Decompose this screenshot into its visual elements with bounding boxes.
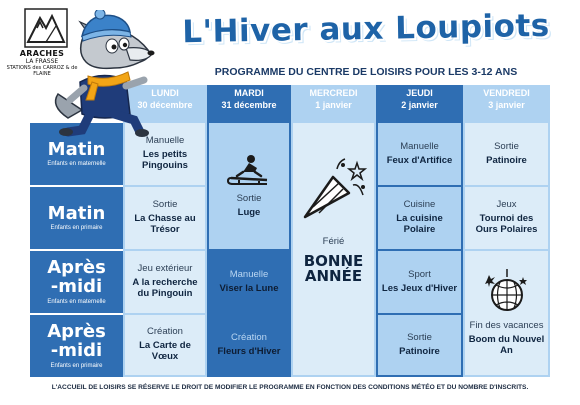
activity-title: BONNE ANNÉE	[303, 251, 364, 285]
activity-title: Patinoire	[486, 154, 527, 166]
day-name: MERCREDI	[309, 88, 358, 98]
activity-category: Férié	[322, 236, 345, 247]
day-name: JEUDI	[406, 88, 433, 98]
activity-category: Fin des vacances	[469, 320, 544, 332]
wolf-mascot-icon	[48, 10, 172, 138]
row-group: Enfants en primaire	[50, 362, 103, 369]
activity-title: Patinoire	[399, 345, 440, 357]
brand-tagline: STATIONS des CARROZ & de FLAINE	[6, 65, 78, 77]
disco-ball-icon	[485, 269, 529, 315]
activity-category: Manuelle	[145, 135, 185, 147]
cell-friday-1	[465, 123, 548, 185]
row-title: Après -midi	[47, 321, 106, 361]
row-label-morning-primaire	[30, 187, 123, 249]
cell-thursday-2	[378, 187, 461, 249]
activity-title: Viser la Lune	[219, 282, 279, 294]
page-title: L'Hiver aux Loupiots	[181, 7, 550, 51]
activity-title: Boom du Nouvel An	[468, 334, 545, 356]
footer-disclaimer: L'ACCUEIL DE LOISIRS SE RÉSERVE LE DROIT DE MODIFIER LE PROGRAMME EN FONCTION DES CONDITIONS MÉTÉO ET DU NOMBRE D'INSCRITS.	[51, 384, 529, 391]
header-tuesday	[207, 85, 291, 123]
cell-friday-afternoon	[465, 251, 548, 375]
cell-monday-3	[125, 251, 205, 313]
cell-monday-2	[125, 187, 205, 249]
activity-category: Sortie	[152, 199, 178, 211]
activity-category: Sortie	[494, 140, 519, 152]
day-date: 31 décembre	[221, 99, 277, 110]
cell-tuesday-4	[209, 315, 289, 375]
header-thursday	[376, 85, 463, 123]
cell-tuesday-morning	[209, 123, 289, 249]
cell-thursday-4	[378, 315, 461, 375]
row-group: Enfants en primaire	[50, 225, 103, 232]
sled-icon	[227, 154, 271, 188]
activity-category: Création	[231, 331, 267, 343]
cell-wednesday	[293, 123, 374, 375]
activity-title: La Chasse au Trésor	[134, 213, 196, 235]
row-title: Après -midi	[47, 257, 106, 297]
activity-category: Manuelle	[400, 140, 439, 152]
header-friday	[463, 85, 550, 123]
activity-title: A la recherche du Pingouin	[132, 277, 198, 299]
activity-title: Fleurs d'Hiver	[217, 345, 281, 357]
day-date: 1 janvier	[315, 99, 352, 110]
day-date: 30 décembre	[137, 99, 193, 110]
row-group: Enfants en maternelle	[47, 298, 106, 305]
party-horn-icon	[297, 155, 371, 225]
activity-category: Création	[147, 326, 183, 338]
activity-category: Manuelle	[229, 268, 269, 280]
activity-title: Tournoi des Ours Polaires	[475, 213, 538, 235]
activity-title: Les Jeux d'Hiver	[381, 282, 458, 294]
cell-thursday-3	[378, 251, 461, 313]
day-name: LUNDI	[151, 88, 179, 98]
day-date: 2 janvier	[401, 99, 438, 110]
cell-thursday-1	[378, 123, 461, 185]
day-name: MARDI	[234, 88, 264, 98]
activity-category: Sortie	[236, 192, 262, 204]
activity-category: Jeu extérieur	[137, 263, 193, 275]
activity-category: Cuisine	[403, 199, 436, 211]
day-name: VENDREDI	[483, 88, 530, 98]
activity-category: Sortie	[407, 331, 432, 343]
activity-category: Jeux	[496, 199, 517, 211]
row-label-afternoon-maternelle	[30, 251, 123, 313]
activity-title: Les petits Pingouins	[142, 149, 188, 171]
brand-name: ARACHES	[19, 49, 65, 58]
cell-monday-4	[125, 315, 205, 375]
row-label-afternoon-primaire	[30, 315, 123, 377]
activity-title: La cuisine Polaire	[396, 213, 443, 235]
day-date: 3 janvier	[488, 99, 525, 110]
cell-tuesday-3	[209, 251, 289, 313]
row-title: Matin	[47, 138, 106, 160]
page-subtitle: PROGRAMME DU CENTRE DE LOISIRS POUR LES 3-12 ANS	[214, 66, 518, 78]
activity-title: Luge	[237, 206, 261, 218]
row-title: Matin	[47, 202, 106, 224]
cell-friday-2	[465, 187, 548, 249]
brand-sub: LA FRASSE	[25, 58, 59, 65]
activity-title: La Carte de Vœux	[139, 340, 191, 362]
activity-category: Sport	[408, 268, 431, 280]
header-wednesday	[291, 85, 376, 123]
row-group: Enfants en maternelle	[47, 161, 106, 168]
activity-title: Feux d'Artifice	[386, 154, 453, 166]
